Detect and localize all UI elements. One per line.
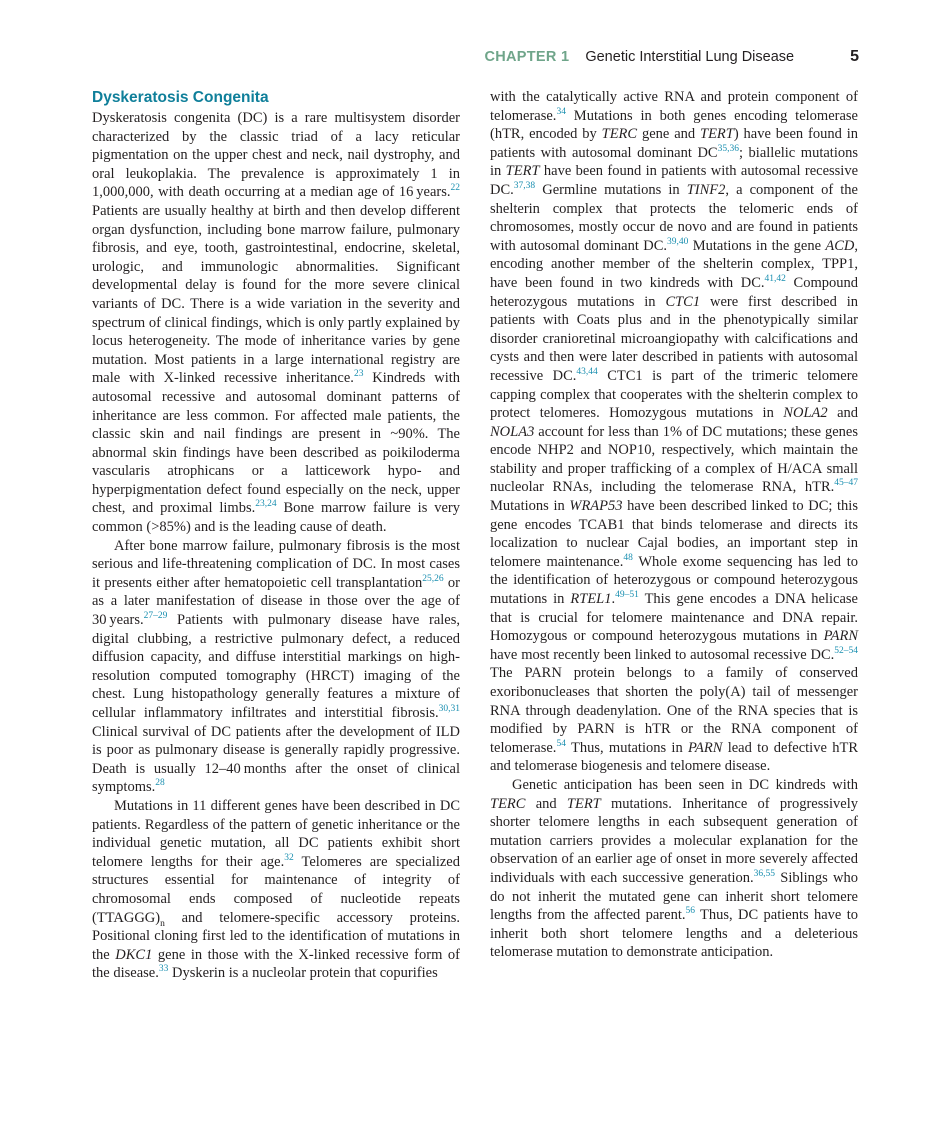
subscript: n xyxy=(160,918,165,929)
citation-ref: 35,36 xyxy=(717,143,739,154)
citation-ref: 30,31 xyxy=(438,704,460,715)
page-number: 5 xyxy=(850,48,859,65)
citation-ref: 37,38 xyxy=(513,181,536,192)
citation-ref: 23 xyxy=(353,369,364,380)
citation-ref: 41,42 xyxy=(764,274,786,285)
chapter-label: CHAPTER 1 xyxy=(484,49,570,65)
gene-name: NOLA3 xyxy=(490,423,535,440)
citation-ref: 43,44 xyxy=(576,367,598,378)
paragraph: with the catalytically active RNA and protein component of telomerase.$^{34}$ Mutations in both genes encoding telomerase (hTR, encoded by TERC gene and TERT) have been found in patients with autosomal dominant DC$^{35,36}$; biallelic mutations in TERT have been found in patients with autosomal recessive DC.$^{37,38}$ Germline mutations in TINF2, a component of the shelterin complex that protects the telomeric ends of chromosomes, mostly occur de novo and are found in patients with autosomal dominant DC.$^{39,40}$ Mutations in the gene ACD, encoding another member of the shelterin complex, TPP1, have been found in two kindreds with DC.$^{41,42}$ Compound heterozygous mutations in CTC1 were first described in patients with Coats plus and in the phenotypically similar disorder cranioretinal microangiopathy with calcifications and cysts and then were later described in patients with autosomal recessive DC.$^{43,44}$ CTC1 is part of the trimeric telomere capping complex that cooperates with the shelterin complex to protect telomeres. Homozygous mutations in NOLA2 and NOLA3 account for less than 1% of DC mutations; these genes encode NHP2 and NOP10, respectively, which maintain the stability and proper trafficking of a complex of H/ACA small nucleolar RNAs, including the telomerase RNA, hTR.$^{45-47}$ Mutations in WRAP53 have been described linked to DC; this gene encodes TCAB1 that binds telomerase and directs its localization to nuclear Cajal bodies, an important step in telomere maintenance.$^{48}$ Whole exome sequencing has led to the identification of heterozygous or compound heterozygous mutations in RTEL1.$^{49-51}$ This gene encodes a DNA helicase that is crucial for telomere maintenance and DNA repair. Homozygous or compound heterozygous mutations in PARN have most recently been linked to autosomal recessive DC.$^{52-54}$ The PARN protein belongs to a family of conserved exoribonucleases that shorten the poly(A) tail of messenger RNA through deadenylation. One of the RNA species that is modified by PARN is hTR or the RNA component of telomerase.$^{54}$ Thus, mutations in PARN lead to defective hTR and telomerase biogenesis and telomere disease. xyxy=(490,89,859,775)
section-heading: Dyskeratosis Congenita xyxy=(92,89,269,106)
gene-name: TERT xyxy=(505,163,540,180)
gene-name: TERT xyxy=(566,795,601,812)
gene-name: PARN xyxy=(823,628,858,645)
citation-ref: 49–51 xyxy=(615,590,639,601)
citation-ref: 32 xyxy=(284,852,294,863)
citation-ref: 22 xyxy=(450,183,460,194)
citation-ref: 34 xyxy=(556,106,566,117)
gene-name: TINF2 xyxy=(686,181,726,198)
paragraph: Genetic anticipation has been seen in DC kindreds with TERC and TERT mutations. Inheritance of progressively shorter telomere lengths in each subsequent generation of mutation carriers provides a molecular explanation for the observation of an earlier age of onset in more severely affected individuals with each successive generation.$^{36,55}$ Siblings who do not inherit the mutated gene can inherit short telomere lengths from the affected parent.$^{56}$ Thus, DC patients have to inherit both short telomere lengths and a deleterious telomerase mutation to demonstrate anticipation. xyxy=(490,776,858,961)
left-column xyxy=(92,88,460,983)
paragraph: After bone marrow failure, pulmonary fibrosis is the most serious and life-threatening complication of DC. In most cases it presents either after hematopoietic cell transplantation$^{25,26}$ or as a later manifestation of disease in those over the age of 30 years.$^{27-29}$ Patients with pulmonary disease have rales, digital clubbing, a restrictive pulmonary defect, a reduced diffusion capacity, and diffuse interstitial markings on high-resolution computed tomography (HRCT) imaging of the chest. Lung histopathology generally features a mixture of cellular inflammatory infiltrates and interstitial fibrosis.$^{30,31}$ Clinical survival of DC patients after the development of ILD is poor as pulmonary disease is generally rapidly progressive. Death is usually 12–40 months after the onset of clinical symptoms.$^{28}$ xyxy=(92,537,460,796)
citation-ref: 33 xyxy=(158,964,169,975)
gene-name: ACD xyxy=(825,237,855,254)
gene-name: NOLA2 xyxy=(783,405,828,422)
gene-name: TERC xyxy=(490,795,526,812)
chapter-title: Genetic Interstitial Lung Disease xyxy=(585,49,795,65)
citation-ref: 28 xyxy=(155,778,165,789)
paragraph: Mutations in 11 different genes have been described in DC patients. Regardless of the pattern of genetic inheritance or the individual genetic mutation, all DC patients exhibit short telomere lengths for their age.$^{32}$ Telomeres are specialized structures essential for maintenance of integrity of chromosomal ends composed of nucleotide repeats $(TTAGGG)_n$ and telomere-specific accessory proteins. Positional cloning first led to the identification of mutations in the DKC1 gene in those with the X-linked recessive form of the disease.$^{33}$ Dyskerin is a nucleolar protein that copurifies xyxy=(92,797,460,982)
citation-ref: 56 xyxy=(685,906,695,917)
citation-ref: 52–54 xyxy=(834,645,858,656)
citation-ref: 48 xyxy=(623,553,633,564)
citation-ref: 39,40 xyxy=(667,236,689,247)
citation-ref: 54 xyxy=(556,738,566,749)
citation-ref: 36,55 xyxy=(753,869,776,880)
citation-ref: 27–29 xyxy=(143,611,168,622)
running-header xyxy=(92,48,859,68)
gene-name: CTC1 xyxy=(665,293,701,310)
gene-name: DKC1 xyxy=(115,946,153,963)
citation-ref: 45–47 xyxy=(834,478,858,489)
right-column xyxy=(490,88,858,962)
gene-name: TERT xyxy=(700,126,734,143)
gene-name: PARN xyxy=(688,739,723,756)
paragraph: Dyskeratosis congenita (DC) is a rare multisystem disorder characterized by the classic triad of a lacy reticular pigmentation on the upper chest and neck, nail dystrophy, and oral leukoplakia. The prevalence is approximately 1 in 1,000,000, with death occurring at a median age of 16 years.$^{22}$ Patients are usually healthy at birth and then develop different organ dysfunction, including bone marrow failure, pulmonary fibrosis, and eye, tooth, gastrointestinal, endocrine, skeletal, urologic, and immunologic abnormalities. Significant developmental delay is found for the more severe clinical variants of DC. There is a wide variation in the severity and spectrum of clinical findings, which is only partly explained by locus heterogeneity. The mode of inheritance varies by gene mutation. Most patients in a large international registry are male with X-linked recessive inheritance.$^{23}$ Kindreds with autosomal recessive and autosomal dominant patterns of inheritance are less common. For affected male patients, the classic skin and nail findings are present in ~90%. The abnormal skin findings have been described as poikiloderma vascularis atrophicans or a latticework hypo- and hyperpigmentation defect found especially on the neck, upper chest, and proximal limbs.$^{23,24}$ Bone marrow failure is very common (>85%) and is the leading cause of death. xyxy=(92,110,461,536)
gene-name: RTEL1 xyxy=(570,591,612,608)
citation-ref: 23,24 xyxy=(255,499,277,510)
citation-ref: 25,26 xyxy=(422,574,444,585)
gene-name: TERC xyxy=(601,126,638,143)
gene-name: WRAP53 xyxy=(569,498,623,515)
